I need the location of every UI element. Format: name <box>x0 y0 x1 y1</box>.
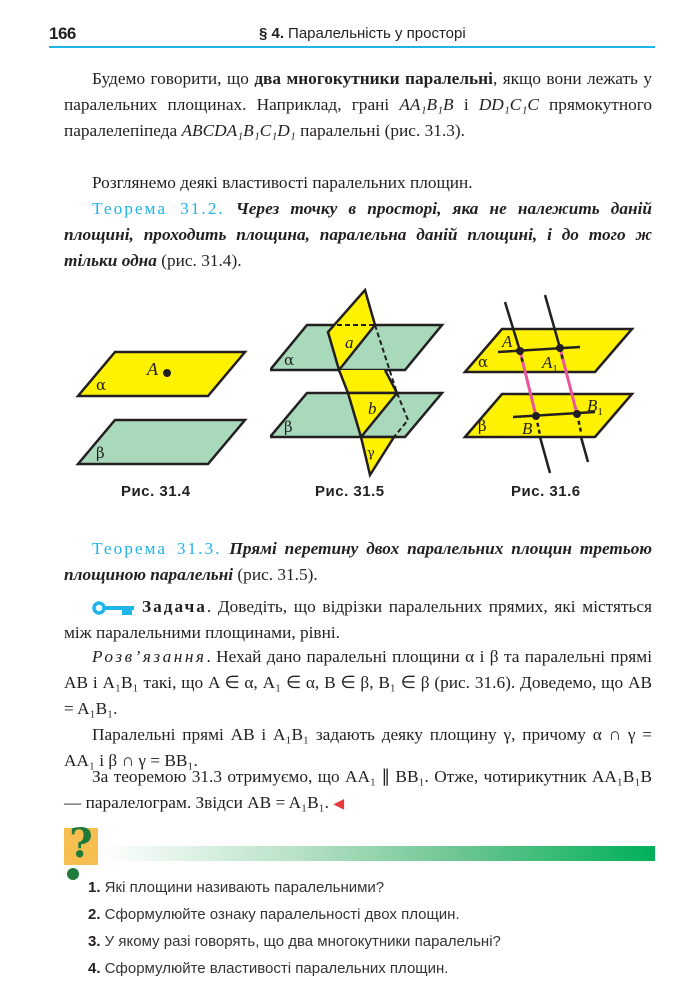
label-line-b: b <box>368 399 377 418</box>
question-item <box>88 928 501 955</box>
questions-gradient-bar <box>100 846 655 861</box>
problem-text: . Доведіть, що відрізки паралельних прямих, які містяться між паралельними площинами, рівні. <box>64 597 652 642</box>
label-beta: β <box>284 418 293 436</box>
label-a: A <box>502 332 513 351</box>
solid-notation: ABCDA₁B₁C₁D₁ <box>181 121 296 140</box>
question-number: 2. <box>88 906 101 923</box>
intro-text: прямокутного паралелепіпеда <box>64 95 653 140</box>
label-a1: $A_1$ <box>542 353 558 375</box>
label-alpha: α <box>284 351 295 369</box>
solution-paragraph-1 <box>64 644 652 722</box>
problem-label: Задача <box>142 597 207 616</box>
point-a <box>516 347 524 355</box>
end-of-proof-icon: ◀ <box>333 797 345 812</box>
figure-caption: Рис. 31.6 <box>511 483 581 500</box>
face-notation: AA₁B₁B <box>399 95 454 114</box>
point-b1 <box>573 410 581 418</box>
page-header <box>49 22 655 48</box>
solution-paragraph-3 <box>64 764 652 818</box>
intro-text: і <box>453 95 479 114</box>
question-number: 1. <box>88 879 101 896</box>
question-text: У якому разі говорять, що два многокутники паралельні? <box>100 933 501 950</box>
label-beta: β <box>478 417 487 435</box>
point-a <box>163 369 171 377</box>
intro-text: Будемо говорити, що <box>92 69 255 88</box>
question-item <box>88 955 501 982</box>
question-number: 4. <box>88 960 101 977</box>
solution-paragraph-2: Паралельні прямі AB і A₁B₁ задають деяку площину γ, причому α ∩ γ = AA₁ і β ∩ γ = BB₁. <box>64 725 652 770</box>
figure-ref: (рис. 31.4). <box>156 251 242 270</box>
figure-31-4 <box>60 280 280 480</box>
solution-label: Розв’язання <box>92 647 207 666</box>
questions-list <box>88 874 501 982</box>
problem <box>64 594 652 646</box>
theorem-text: Через точку в просторі, яка не належить даній площині, проходить площина, паралельна даній площині, і до того ж тільки одна <box>64 199 653 270</box>
label-beta: β <box>96 444 105 462</box>
question-text: Сформулюйте властивості паралельних площин. <box>100 960 449 977</box>
question-text: Які площини називають паралельними? <box>100 879 385 896</box>
key-icon <box>92 601 136 615</box>
section-mark: § 4. <box>259 25 285 42</box>
label-alpha: α <box>96 376 107 394</box>
intro-paragraph <box>64 66 652 144</box>
figure-caption: Рис. 31.5 <box>315 483 385 500</box>
question-item <box>88 901 501 928</box>
question-dot-icon <box>67 868 79 880</box>
label-b: B <box>522 419 533 438</box>
section-title-text: Паралельність у просторі <box>288 25 466 42</box>
plane-gamma-bottom <box>361 437 394 475</box>
intro-text: паралельні (рис. 31.3). <box>295 121 465 140</box>
definition-term: два многокутники паралельні <box>254 69 493 88</box>
point-b <box>532 412 540 420</box>
question-text: Сформулюйте ознаку паралельності двох площин. <box>100 906 460 923</box>
theorem-text: Прямі перетину двох паралельних площин третьою площиною паралельні <box>64 539 653 584</box>
figure-31-5 <box>270 280 470 480</box>
theorem-label: Теорема 31.3. <box>92 539 222 558</box>
theorem-label: Теорема 31.2. <box>92 199 225 218</box>
figure-caption: Рис. 31.4 <box>121 483 191 500</box>
label-b1: $B_1$ <box>587 396 603 418</box>
solution-text: За теоремою 31.3 отримуємо, що AA₁ ∥ BB₁. Отже, чотирикутник AA₁B₁B — паралелограм. Звідси AB = A₁B₁. <box>64 767 652 812</box>
face-notation: DD₁C₁C <box>478 95 539 114</box>
theorem-31-3 <box>64 536 652 588</box>
label-alpha: α <box>478 353 489 371</box>
question-item <box>88 874 501 901</box>
solution-text: . Нехай дано паралельні площини α і β та паралельні прямі AB і A₁B₁ такі, що A ∈ α, A₁ ∈ α, B ∈ β, B₁ ∈ β (рис. 31.6). Доведемо, що AB = A₁B₁. <box>64 647 652 718</box>
page-number: 166 <box>49 24 76 43</box>
label-gamma: γ <box>367 446 375 461</box>
intro-text: , якщо вони лежать у паралельних площинах. Наприклад, грані <box>64 69 652 114</box>
point-a1 <box>556 344 564 352</box>
theorem-31-2 <box>64 196 652 274</box>
label-point-a: A <box>147 359 158 379</box>
question-number: 3. <box>88 933 101 950</box>
question-mark-icon: ? <box>69 820 93 867</box>
question-icon-box <box>64 820 98 867</box>
intro-paragraph-2: Розглянемо деякі властивості паралельних площин. <box>92 173 473 192</box>
section-title <box>259 25 466 42</box>
figure-ref: (рис. 31.5). <box>233 565 318 584</box>
figure-31-6 <box>450 280 650 480</box>
label-line-a: a <box>345 333 354 352</box>
